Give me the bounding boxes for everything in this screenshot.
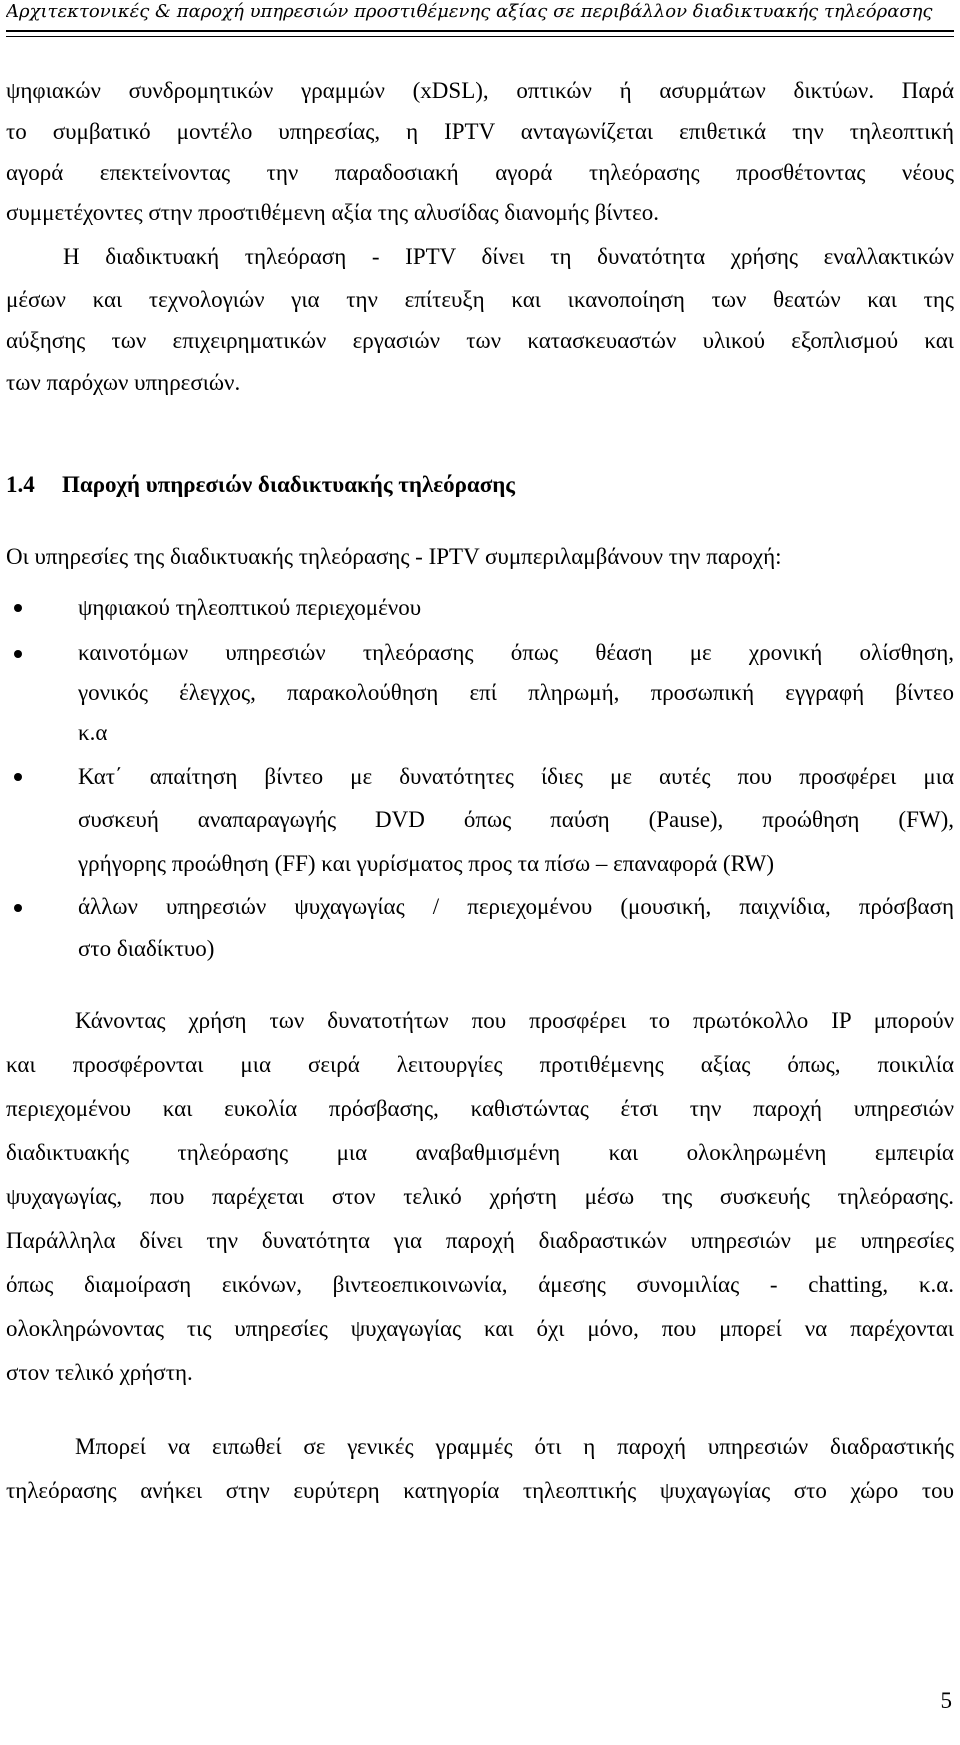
bullet-line: Κατ΄ απαίτηση βίντεο με δυνατότητες ίδιες με αυτές που προσφέρει μια bbox=[78, 764, 954, 789]
paragraph-4-line: Μπορεί να ειπωθεί σε γενικές γραμμές ότι η παροχή υπηρεσιών διαδραστικής bbox=[75, 1434, 954, 1459]
paragraph-3-line: στον τελικό χρήστη. bbox=[6, 1360, 193, 1385]
bullet-icon bbox=[14, 604, 22, 612]
intro-line: ψηφιακών συνδρομητικών γραμμών (xDSL), οπτικών ή ασυρμάτων δικτύων. Παρά bbox=[6, 78, 954, 103]
paragraph-3-line: Κάνοντας χρήση των δυνατοτήτων που προσφέρει το πρωτόκολλο IP μπορούν bbox=[75, 1008, 954, 1033]
paragraph-3-line: όπως διαμοίραση εικόνων, βιντεοεπικοινωνία, άμεσης συνομιλίας - chatting, κ.α. bbox=[6, 1272, 954, 1297]
bullet-line: άλλων υπηρεσιών ψυχαγωγίας / περιεχομένου (μουσική, παιχνίδια, πρόσβαση bbox=[78, 894, 954, 919]
bullet-icon bbox=[14, 904, 22, 912]
intro-line: συμμετέχοντες στην προστιθέμενη αξία της αλυσίδας διανομής βίντεο. bbox=[6, 200, 660, 225]
bullet-line: ψηφιακού τηλεοπτικού περιεχομένου bbox=[78, 595, 422, 620]
intro-line: το συμβατικό μοντέλο υπηρεσίας, η IPTV ανταγωνίζεται επιθετικά την τηλεοπτική bbox=[6, 119, 954, 144]
bullet-line: κ.α bbox=[78, 720, 108, 745]
bullet-icon bbox=[14, 650, 22, 658]
bullet-line: καινοτόμων υπηρεσιών τηλεόρασης όπως θέαση με χρονική ολίσθηση, bbox=[78, 640, 954, 665]
paragraph-3-line: διαδικτυακής τηλεόρασης μια αναβαθμισμένη και ολοκληρωμένη εμπειρία bbox=[6, 1140, 954, 1165]
paragraph-2-line: Η διαδικτυακή τηλεόραση - IPTV δίνει τη δυνατότητα χρήσης εναλλακτικών bbox=[63, 244, 954, 269]
bullet-line: συσκευή αναπαραγωγής DVD όπως παύση (Pause), προώθηση (FW), bbox=[78, 807, 954, 832]
paragraph-3-line: ολοκληρώνοντας τις υπηρεσίες ψυχαγωγίας και όχι μόνο, που μπορεί να παρέχονται bbox=[6, 1316, 954, 1341]
paragraph-3-line: ψυχαγωγίας, που παρέχεται στον τελικό χρήστη μέσω της συσκευής τηλεόρασης. bbox=[6, 1184, 954, 1209]
paragraph-3-line: και προσφέρονται μια σειρά λειτουργίες προτιθέμενης αξίας όπως, ποικιλία bbox=[6, 1052, 954, 1077]
bullet-line: γονικός έλεγχος, παρακολούθηση επί πληρωμή, προσωπική εγγραφή βίντεο bbox=[78, 680, 954, 705]
bullet-icon bbox=[14, 773, 22, 781]
paragraph-3-line: Παράλληλα δίνει την δυνατότητα για παροχή διαδραστικών υπηρεσιών με υπηρεσίες bbox=[6, 1228, 954, 1253]
intro-line: αγορά επεκτείνοντας την παραδοσιακή αγορά τηλεόρασης προσθέτοντας νέους bbox=[6, 160, 954, 185]
paragraph-2-line: αύξησης των επιχειρηματικών εργασιών των κατασκευαστών υλικού εξοπλισμού και bbox=[6, 328, 954, 353]
running-header: Αρχιτεκτονικές & παροχή υπηρεσιών προστιθέμενης αξίας σε περιβάλλον διαδικτυακής τηλεόρασης bbox=[6, 0, 954, 32]
page-number: 5 bbox=[940, 1688, 952, 1713]
paragraph-3-line: περιεχομένου και ευκολία πρόσβασης, καθιστώντας έτσι την παροχή υπηρεσιών bbox=[6, 1096, 954, 1121]
paragraph-2-line: των παρόχων υπηρεσιών. bbox=[6, 370, 241, 395]
paragraph-2-line: μέσων και τεχνολογιών για την επίτευξη και ικανοποίηση των θεατών και της bbox=[6, 287, 954, 312]
bullet-line: στο διαδίκτυο) bbox=[78, 936, 215, 961]
section-title: Παροχή υπηρεσιών διαδικτυακής τηλεόρασης bbox=[62, 472, 516, 497]
header-rule bbox=[6, 36, 954, 37]
services-intro: Οι υπηρεσίες της διαδικτυακής τηλεόρασης - IPTV συμπεριλαμβάνουν την παροχή: bbox=[6, 544, 782, 569]
section-number: 1.4 bbox=[6, 472, 35, 497]
section-heading bbox=[6, 470, 954, 500]
paragraph-4-line: τηλεόρασης ανήκει στην ευρύτερη κατηγορία τηλεοπτικής ψυχαγωγίας στο χώρο του bbox=[6, 1478, 954, 1503]
bullet-line: γρήγορης προώθηση (FF) και γυρίσματος προς τα πίσω – επαναφορά (RW) bbox=[78, 851, 775, 876]
